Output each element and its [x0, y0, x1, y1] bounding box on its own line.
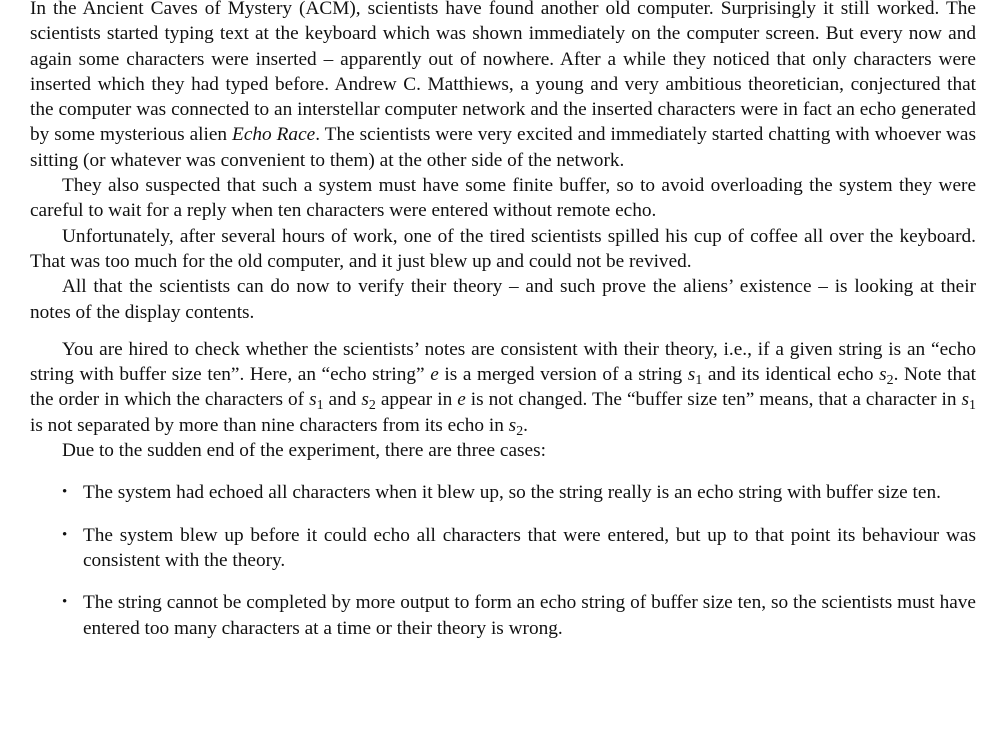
math-s1: $s_1$ — [309, 389, 324, 414]
problem-statement — [30, 0, 976, 658]
case-text: The system had echoed all characters when it blew up, so the string really is an echo string with buffer size ten. — [83, 482, 941, 504]
math-s1: $s_1$ — [961, 389, 976, 414]
math-s2: $s_2$ — [361, 389, 376, 414]
list-item — [30, 480, 976, 505]
task-text: is not separated by more than nine characters from its echo in — [30, 414, 504, 436]
math-e: e — [457, 389, 466, 411]
task-text: . — [523, 414, 528, 436]
task-text: is not changed. The “buffer size ten” means, that a character in — [470, 389, 957, 411]
task-text: and its identical echo — [707, 364, 874, 386]
bullet-icon: • — [62, 526, 68, 543]
math-e: e — [430, 364, 439, 386]
task-text: is a merged version of a string — [444, 364, 683, 386]
math-s2: $s_2$ — [879, 364, 894, 389]
task-text: . Note that the order in which the characters of — [30, 364, 976, 411]
list-item — [30, 523, 976, 574]
story-paragraph-1 — [30, 0, 976, 173]
cases-list — [30, 480, 976, 640]
math-s1: $s_1$ — [687, 364, 703, 389]
story-paragraph-4: All that the scientists can do now to verify their theory – and such prove the aliens’ existence – is looking at their notes of the display contents. — [30, 276, 976, 323]
task-paragraph — [30, 337, 976, 438]
story-paragraph-2: They also suspected that such a system must have some finite buffer, so to avoid overloading the system they were careful to wait for a reply when ten characters were entered without remote echo. — [30, 175, 976, 222]
task-text: and — [328, 389, 357, 411]
list-item — [30, 590, 976, 641]
story-paragraph-3: Unfortunately, after several hours of work, one of the tired scientists spilled his cup of coffee all over the keyboard. That was too much for the old computer, and it just blew up and could not be revived. — [30, 225, 976, 272]
story-text: . The scientists were very excited and immediately started chatting with whoever was sitting (or whatever was convenient to them) at the other side of the network. — [30, 124, 976, 171]
math-s2: $s_2$ — [508, 414, 524, 439]
cases-intro: Due to the sudden end of the experiment, there are three cases: — [62, 440, 546, 462]
task-text: You are hired to check whether the scientists’ notes are consistent with their theory, i.e., if a given string is an “echo string with buffer size ten”. Here, an “echo string” — [30, 338, 976, 386]
echo-race-term: Echo Race — [232, 124, 316, 146]
bullet-icon: • — [62, 594, 68, 611]
bullet-icon: • — [62, 484, 68, 501]
case-text: The string cannot be completed by more output to form an echo string of buffer size ten, so the scientists must have entered too many characters at a time or their theory is wrong. — [83, 592, 976, 639]
story-text: In the Ancient Caves of Mystery (ACM), scientists have found another old computer. Surprisingly it still worked. The scientists started typing text at the keyboard which was shown immediately on the computer screen. But every now and again some characters were inserted – apparently out of nowhere. After a while they noticed that only characters were inserted which they had typed before. Andrew C. Matthiews, a young and very ambitious theoretician, conjectured that the computer was connected to an interstellar computer network and the inserted characters were in fact an echo generated by some mysterious alien — [30, 0, 976, 146]
case-text: The system blew up before it could echo all characters that were entered, but up to that point its behaviour was consistent with the theory. — [83, 524, 976, 571]
task-text: appear in — [380, 389, 453, 411]
